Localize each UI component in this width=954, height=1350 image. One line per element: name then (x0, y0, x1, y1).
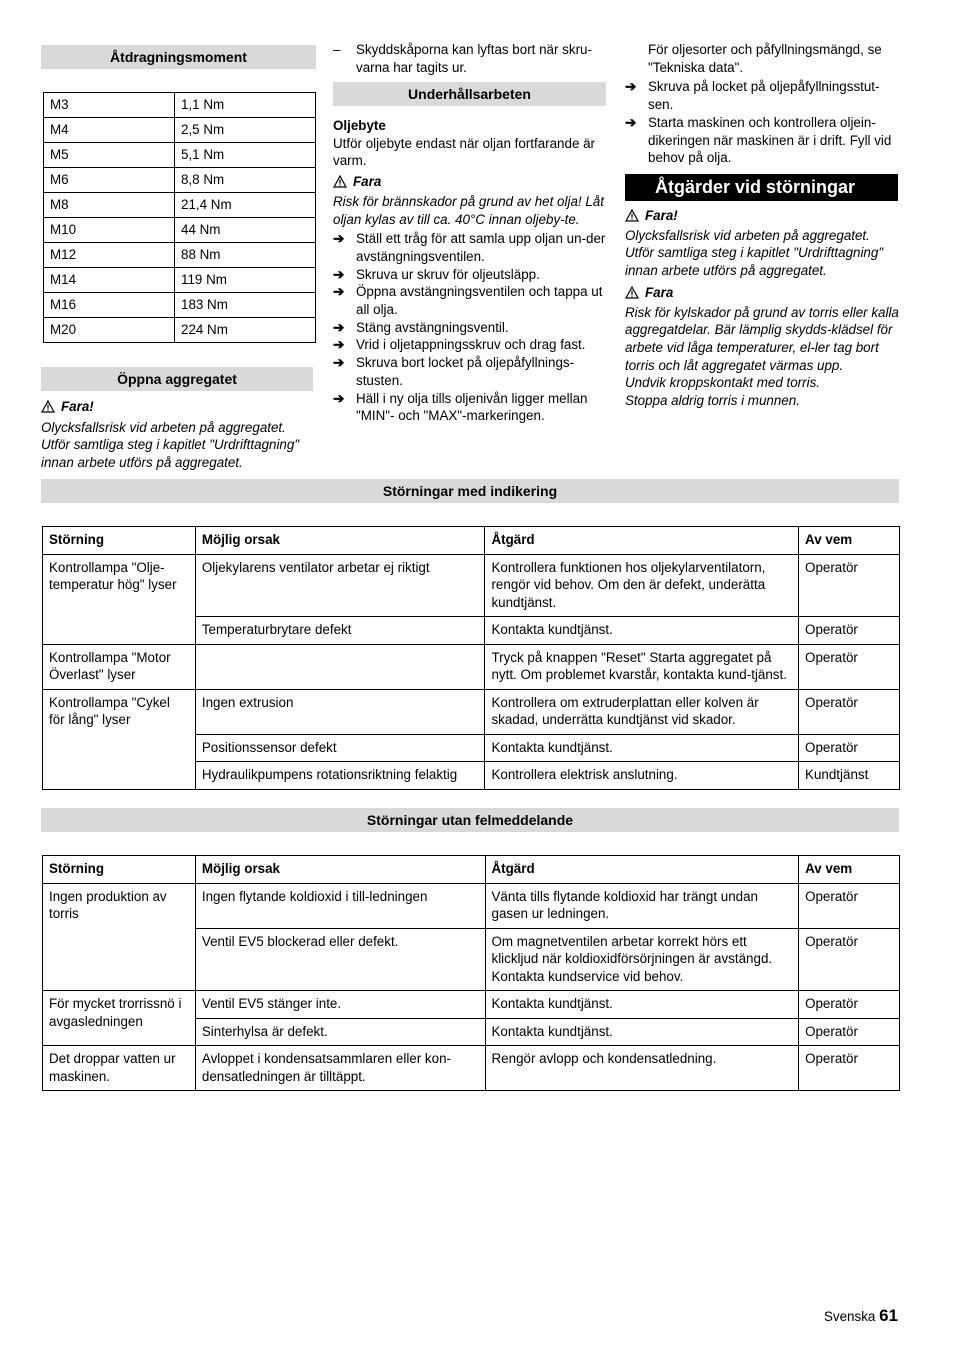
oil-change-text: Utför oljebyte endast när oljan fortfarande är varm. (333, 135, 596, 169)
responsible-cell: Operatör (799, 1046, 900, 1091)
warning-line: Stoppa aldrig torris i munnen. (625, 393, 800, 409)
table-header-row (43, 527, 900, 555)
col2-top (333, 41, 609, 76)
arrow-right-icon: ➔ (333, 319, 345, 335)
column-header: Av vem (799, 527, 900, 555)
warning-label: Fara (625, 284, 905, 302)
arrow-right-icon: ➔ (333, 390, 345, 406)
dash-text: Skyddskåporna kan lyftas bort när skru-varna har tagits ur. (356, 42, 592, 75)
col1-warning (41, 398, 321, 472)
step-text: Skruva bort locket på oljepåfyllnings-stusten. (356, 355, 575, 388)
page-footer (824, 1306, 898, 1326)
instruction-step (333, 336, 609, 354)
page-number: 61 (879, 1306, 898, 1325)
warning-text: Risk för brännskador på grund av het olja! Låt oljan kylas av till ca. 40°C innan oljeby-te. (333, 193, 604, 227)
table-header-row (43, 856, 900, 884)
warning-line: Undvik kroppskontakt med torris. (625, 375, 820, 391)
torque-row (44, 268, 316, 293)
torque-heading: Åtdragningsmoment (41, 45, 316, 69)
responsible-cell: Operatör (799, 883, 900, 928)
remedy-cell: Rengör avlopp och kondensatledning. (485, 1046, 799, 1091)
step-text: Öppna avstängningsventilen och tappa ut all olja. (356, 284, 603, 318)
warning-text: Risk för kylskador på grund av torris eller kalla aggregatdelar. Bär lämplig skydds-klädsel för arbete vid låga temperaturer, el-ler tag bort torris och låt aggregatet värmas upp. (625, 304, 899, 373)
remedy-cell: Kontakta kundtjänst. (485, 1018, 799, 1046)
step-text: Vrid i oljetappningsskruv och drag fast. (356, 337, 586, 353)
table-row (43, 554, 900, 617)
cause-cell: Ventil EV5 blockerad eller defekt. (195, 928, 485, 991)
instruction-step (333, 354, 609, 389)
torque-value-cell: 5,1 Nm (175, 143, 316, 168)
thread-size-cell: M3 (44, 93, 175, 118)
torque-row (44, 168, 316, 193)
responsible-cell: Operatör (799, 734, 900, 762)
thread-size-cell: M12 (44, 243, 175, 268)
thread-size-cell: M8 (44, 193, 175, 218)
responsible-cell: Operatör (799, 991, 900, 1019)
responsible-cell: Operatör (799, 617, 900, 645)
faults-without-message-table (42, 855, 900, 1091)
faults-with-indication-table (42, 526, 900, 790)
oil-change-title: Oljebyte (333, 118, 386, 133)
warning-line: innan arbete utförs på aggregatet. (625, 263, 827, 279)
remedy-cell: Kontrollera funktionen hos oljekylarventilatorn, rengör vid behov. Om den är defekt, underätta kundtjänst. (485, 554, 799, 617)
step-text: Stäng avstängningsventil. (356, 319, 509, 335)
warning-triangle-icon (625, 209, 639, 222)
column-header: Åtgärd (485, 527, 799, 555)
torque-value-cell: 1,1 Nm (175, 93, 316, 118)
warning-line: innan arbete utförs på aggregatet. (41, 455, 243, 471)
remedy-cell: Kontakta kundtjänst. (485, 617, 799, 645)
torque-value-cell: 8,8 Nm (175, 168, 316, 193)
torque-value-cell: 224 Nm (175, 318, 316, 343)
dash-marker: – (333, 42, 341, 57)
torque-row (44, 118, 316, 143)
table-row (43, 644, 900, 689)
faults-without-message-heading: Störningar utan felmeddelande (41, 808, 899, 832)
torque-row (44, 143, 316, 168)
thread-size-cell: M14 (44, 268, 175, 293)
step-text: Häll i ny olja tills oljenivån ligger mellan "MIN"- och "MAX"-markeringen. (356, 390, 588, 424)
thread-size-cell: M10 (44, 218, 175, 243)
table-row (43, 991, 900, 1019)
torque-value-cell: 119 Nm (175, 268, 316, 293)
cause-cell: Avloppet i kondensatsammlaren eller kon-densatledningen är tilltäppt. (195, 1046, 485, 1091)
arrow-right-icon: ➔ (333, 337, 345, 353)
torque-row (44, 93, 316, 118)
open-aggregate-heading: Öppna aggregatet (41, 367, 313, 391)
column-header: Möjlig orsak (195, 527, 485, 555)
cause-cell: Hydraulikpumpens rotationsriktning felaktig (195, 762, 485, 790)
remedy-cell: Kontrollera om extruderplattan eller kolven är skadad, underrätta kundtjänst vid skador. (485, 689, 799, 734)
warning-line: Olycksfallsrisk vid arbeten på aggregatet. (625, 227, 870, 243)
instruction-step (333, 230, 609, 265)
fault-cell: Kontrollampa "Olje-temperatur hög" lyser (43, 554, 196, 644)
arrow-right-icon: ➔ (333, 355, 345, 371)
remedy-cell: Tryck på knappen "Reset" Starta aggregatet på nytt. Om problemet kvarstår, kontakta kund-tjänst. (485, 644, 799, 689)
cause-cell: Ventil EV5 stänger inte. (195, 991, 485, 1019)
remedy-cell: Kontakta kundtjänst. (485, 991, 799, 1019)
col3-warnings (625, 207, 905, 410)
column-header: Störning (43, 527, 196, 555)
torque-value-cell: 21,4 Nm (175, 193, 316, 218)
arrow-right-icon: ➔ (333, 284, 345, 300)
thread-size-cell: M16 (44, 293, 175, 318)
remedy-cell: Kontakta kundtjänst. (485, 734, 799, 762)
oil-types-text: För oljesorter och påfyllningsmängd, se "Tekniska data". (648, 42, 882, 75)
fault-cell: Kontrollampa "Motor Överlast" lyser (43, 644, 196, 689)
arrow-right-icon: ➔ (333, 266, 345, 282)
remedy-cell: Vänta tills flytande koldioxid har trängt undan gasen ur ledningen. (485, 883, 799, 928)
arrow-right-icon: ➔ (333, 231, 345, 247)
warning-label: Fara! (625, 207, 905, 225)
cause-cell: Oljekylarens ventilator arbetar ej riktigt (195, 554, 485, 617)
responsible-cell: Operatör (799, 689, 900, 734)
fault-cell: Ingen produktion av torris (43, 883, 196, 991)
remedy-cell: Kontrollera elektrisk anslutning. (485, 762, 799, 790)
instruction-step (333, 390, 609, 425)
table-row (43, 1046, 900, 1091)
cause-cell: Ingen flytande koldioxid i till-ledningen (195, 883, 485, 928)
torque-value-cell: 2,5 Nm (175, 118, 316, 143)
column-header: Störning (43, 856, 196, 884)
cause-cell: Sinterhylsa är defekt. (195, 1018, 485, 1046)
fault-cell: För mycket trorrissnö i avgasledningen (43, 991, 196, 1046)
thread-size-cell: M5 (44, 143, 175, 168)
remedy-cell: Om magnetventilen arbetar korrekt hörs ett klickljud när koldioxidförsörjningen är avstängd. Kontakta kundservice vid behov. (485, 928, 799, 991)
warning-triangle-icon (41, 400, 55, 413)
step-text: Ställ ett tråg för att samla upp oljan un-der avstängningsventilen. (356, 231, 606, 264)
instruction-step (625, 78, 901, 113)
col3-top (625, 41, 901, 167)
warning-label: Fara! (41, 398, 321, 416)
step-text: Starta maskinen och kontrollera oljein-dikeringen när maskinen är i drift. Fyll vid behov på olja. (648, 114, 892, 166)
responsible-cell: Kundtjänst (799, 762, 900, 790)
torque-row (44, 318, 316, 343)
thread-size-cell: M20 (44, 318, 175, 343)
cause-cell: Ingen extrusion (195, 689, 485, 734)
step-text: Skruva ur skruv för oljeutsläpp. (356, 266, 540, 282)
troubleshooting-heading: Åtgärder vid störningar (625, 174, 898, 201)
torque-value-cell: 183 Nm (175, 293, 316, 318)
responsible-cell: Operatör (799, 928, 900, 991)
step-text: Skruva på locket på oljepåfyllningsstut-sen. (648, 79, 880, 113)
thread-size-cell: M4 (44, 118, 175, 143)
instruction-step (333, 266, 609, 284)
cause-cell: Positionssensor defekt (195, 734, 485, 762)
column-header: Åtgärd (485, 856, 799, 884)
fault-cell: Det droppar vatten ur maskinen. (43, 1046, 196, 1091)
arrow-right-icon: ➔ (625, 79, 637, 95)
cause-cell (195, 644, 485, 689)
footer-language: Svenska (823, 1309, 876, 1324)
warning-line: Utför samtliga steg i kapitlet "Urdrifttagning" (41, 437, 300, 453)
torque-row (44, 293, 316, 318)
warning-line: Olycksfallsrisk vid arbeten på aggregatet. (41, 419, 286, 435)
arrow-right-icon: ➔ (625, 114, 637, 130)
torque-row (44, 218, 316, 243)
torque-row (44, 243, 316, 268)
torque-value-cell: 88 Nm (175, 243, 316, 268)
responsible-cell: Operatör (799, 644, 900, 689)
column-header: Av vem (799, 856, 900, 884)
col2-body (333, 117, 609, 425)
warning-line: Utför samtliga steg i kapitlet "Urdrifttagning" (625, 245, 884, 261)
responsible-cell: Operatör (799, 554, 900, 617)
instruction-step (333, 319, 609, 337)
table-row (43, 883, 900, 928)
torque-value-cell: 44 Nm (175, 218, 316, 243)
faults-with-indication-heading: Störningar med indikering (41, 479, 899, 503)
warning-triangle-icon (333, 175, 347, 188)
table-row (43, 689, 900, 734)
cause-cell: Temperaturbrytare defekt (195, 617, 485, 645)
warning-label: Fara (333, 173, 609, 191)
fault-cell: Kontrollampa "Cykel för lång" lyser (43, 689, 196, 789)
maintenance-heading: Underhållsarbeten (333, 82, 606, 106)
warning-triangle-icon (625, 286, 639, 299)
thread-size-cell: M6 (44, 168, 175, 193)
column-header: Möjlig orsak (195, 856, 485, 884)
responsible-cell: Operatör (799, 1018, 900, 1046)
instruction-step (333, 283, 609, 318)
instruction-step (625, 114, 901, 167)
torque-row (44, 193, 316, 218)
torque-table (43, 92, 316, 343)
